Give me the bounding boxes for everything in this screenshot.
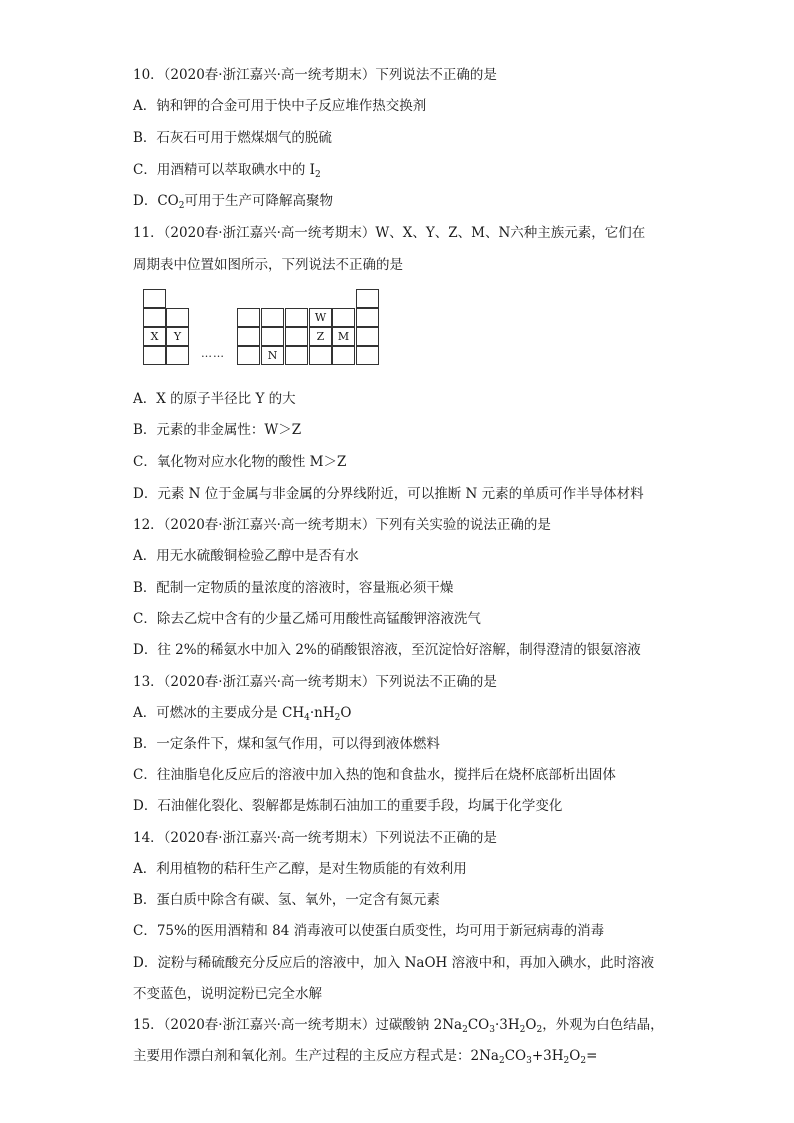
q12-option-d: D．往 2%的稀氨水中加入 2%的硝酸银溶液，至沉淀恰好溶解，制得澄清的银氨溶液 — [133, 642, 641, 658]
q11-option-c: C．氧化物对应水化物的酸性 M＞Z — [133, 454, 347, 470]
table-cell-w: W — [309, 308, 332, 327]
table-ellipsis: …… — [201, 347, 225, 360]
q11-option-d: D．元素 N 位于金属与非金属的分界线附近，可以推断 N 元素的单质可作半导体材料 — [133, 486, 644, 502]
q10-option-b: B．石灰石可用于燃煤烟气的脱硫 — [133, 130, 332, 146]
q11-option-b: B．元素的非金属性：W＞Z — [133, 422, 302, 438]
q10-option-d: D．$CO_2$可用于生产可降解高聚物 — [133, 193, 333, 211]
q11-stem-line2: 周期表中位置如图所示，下列说法不正确的是 — [133, 257, 403, 273]
q13-stem: 13．（2020春·浙江嘉兴·高一统考期末）下列说法不正确的是 — [133, 674, 497, 690]
q14-option-d-line2: 不变蓝色，说明淀粉已完全水解 — [133, 986, 322, 1002]
q12-option-c: C．除去乙烷中含有的少量乙烯可用酸性高锰酸钾溶液洗气 — [133, 611, 481, 627]
q13-option-b: B．一定条件下，煤和氢气作用，可以得到液体燃料 — [133, 736, 440, 752]
q10-option-a: A．钠和钾的合金可用于快中子反应堆作热交换剂 — [133, 98, 427, 114]
q11-stem-line1: 11．（2020春·浙江嘉兴·高一统考期末）W、X、Y、Z、M、N六种主族元素，它们在 — [133, 225, 646, 241]
q12-option-b: B．配制一定物质的量浓度的溶液时，容量瓶必须干燥 — [133, 580, 454, 596]
q14-option-d-line1: D．淀粉与稀硫酸充分反应后的溶液中，加入 NaOH 溶液中和，再加入碘水，此时溶液 — [133, 955, 655, 971]
q15-stem-line1: 15．（2020春·浙江嘉兴·高一统考期末）过碳酸钠 $2Na_2CO_3\cdot 3H_2O_2$，外观为白色结晶， — [133, 1017, 664, 1035]
q14-option-a: A．利用植物的秸秆生产乙醇，是对生物质能的有效利用 — [133, 861, 467, 877]
q10-stem: 10．（2020春·浙江嘉兴·高一统考期末）下列说法不正确的是 — [133, 67, 497, 83]
table-cell-y: Y — [166, 327, 189, 346]
q13-option-d: D．石油催化裂化、裂解都是炼制石油加工的重要手段，均属于化学变化 — [133, 798, 563, 814]
table-cell-m: M — [332, 327, 355, 346]
q14-stem: 14．（2020春·浙江嘉兴·高一统考期末）下列说法不正确的是 — [133, 830, 497, 846]
q14-option-b: B．蛋白质中除含有碳、氢、氧外，一定含有氮元素 — [133, 892, 440, 908]
table-cell-n: N — [261, 346, 284, 365]
table-cell-x: X — [143, 327, 166, 346]
q14-option-c: C．75%的医用酒精和 84 消毒液可以使蛋白质变性，均可用于新冠病毒的消毒 — [133, 923, 605, 939]
q12-option-a: A．用无水硫酸铜检验乙醇中是否有水 — [133, 548, 359, 564]
q13-option-c: C．往油脂皂化反应后的溶液中加入热的饱和食盐水，搅拌后在烧杯底部析出固体 — [133, 767, 616, 783]
q12-stem: 12．（2020春·浙江嘉兴·高一统考期末）下列有关实验的说法正确的是 — [133, 517, 551, 533]
q10-option-c: C．用酒精可以萃取碘水中的 $I_2$ — [133, 162, 321, 180]
q13-option-a: A．可燃冰的主要成分是 $CH_4\cdot nH_2O$ — [133, 705, 352, 723]
q15-stem-line2: 主要用作漂白剂和氧化剂。生产过程的主反应方程式是：$2Na_2CO_3+3H_2O_2=$ — [133, 1048, 598, 1066]
q11-option-a: A．X 的原子半径比 Y 的大 — [133, 391, 296, 407]
table-cell-z: Z — [309, 327, 332, 346]
